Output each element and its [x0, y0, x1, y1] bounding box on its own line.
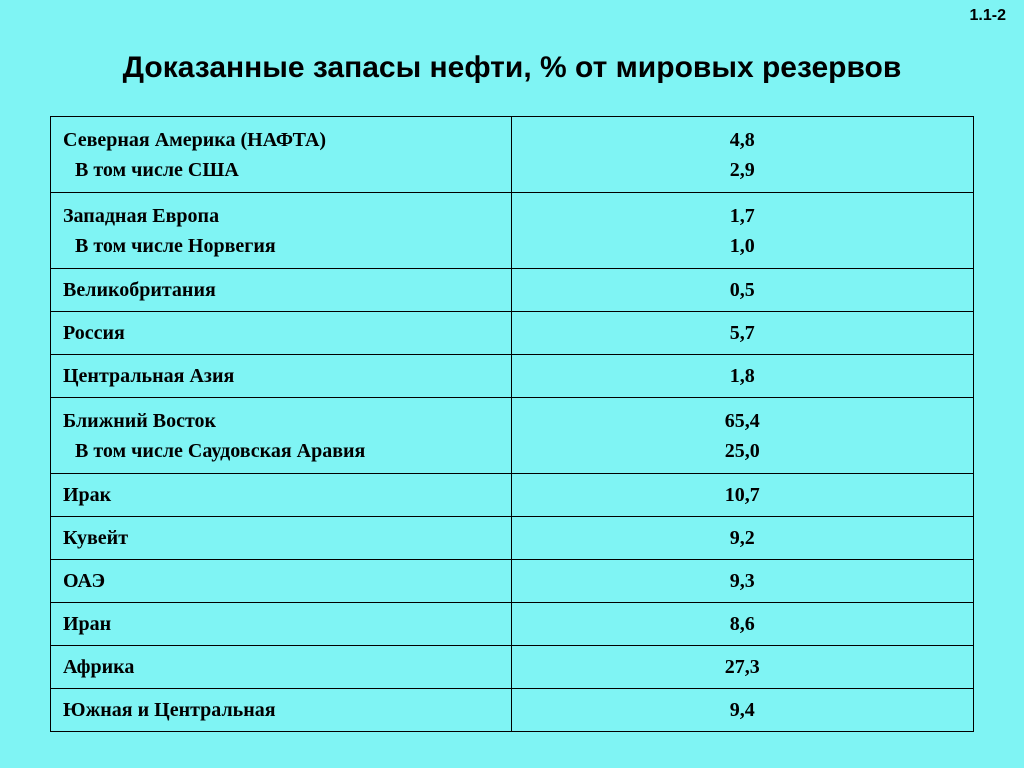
- value-cell: [511, 193, 973, 269]
- region-name: Великобритания: [63, 279, 216, 301]
- sub-reserve-percent: 25,0: [724, 439, 760, 462]
- slide-number: 1.1-2: [969, 7, 1006, 24]
- region-name: Кувейт: [63, 527, 129, 549]
- region-cell: [51, 474, 512, 517]
- reserve-percent: 1,7: [729, 204, 755, 227]
- reserve-percent: 9,3: [729, 570, 755, 592]
- region-name: Ирак: [63, 484, 112, 506]
- region-name: ОАЭ: [63, 570, 106, 592]
- region-name: Россия: [63, 322, 125, 344]
- reserve-percent: 9,2: [729, 527, 755, 549]
- value-cell: [511, 646, 973, 689]
- value-cell: [511, 355, 973, 398]
- region-name: Южная и Центральная: [63, 699, 276, 721]
- table-row: [51, 689, 974, 732]
- region-cell: [51, 646, 512, 689]
- region-name: Иран: [63, 613, 112, 635]
- value-cell: [511, 517, 973, 560]
- table-row: [51, 474, 974, 517]
- sub-reserve-percent: 2,9: [729, 158, 755, 181]
- value-cell: [511, 689, 973, 732]
- reserve-percent: 65,4: [724, 409, 760, 432]
- reserve-percent: 4,8: [729, 128, 755, 151]
- reserve-percent: 8,6: [729, 613, 755, 635]
- table-row: [51, 312, 974, 355]
- value-cell: [511, 474, 973, 517]
- region-cell: [51, 517, 512, 560]
- reserve-percent: 5,7: [729, 322, 755, 344]
- sub-region-name: В том числе США: [75, 158, 239, 181]
- region-cell: [51, 269, 512, 312]
- region-name: Центральная Азия: [63, 365, 235, 387]
- table-row: [51, 355, 974, 398]
- table-row: [51, 646, 974, 689]
- table-row: [51, 560, 974, 603]
- sub-region-name: В том числе Норвегия: [75, 234, 276, 257]
- value-cell: [511, 269, 973, 312]
- reserve-percent: 1,8: [729, 365, 755, 387]
- sub-region-name: В том числе Саудовская Аравия: [75, 439, 366, 462]
- slide-title: Доказанные запасы нефти, % от мировых резервов: [122, 51, 902, 84]
- reserve-percent: 9,4: [729, 699, 755, 721]
- table-row: [51, 193, 974, 269]
- region-cell: [51, 355, 512, 398]
- reserve-percent: 27,3: [724, 656, 760, 678]
- region-cell: [51, 603, 512, 646]
- region-cell: [51, 398, 512, 474]
- value-cell: [511, 560, 973, 603]
- value-cell: [511, 603, 973, 646]
- table-row: [51, 117, 974, 193]
- region-name: Северная Америка (НАФТА): [63, 128, 327, 151]
- region-cell: [51, 117, 512, 193]
- region-name: Африка: [63, 656, 135, 678]
- value-cell: [511, 312, 973, 355]
- region-name: Западная Европа: [63, 204, 220, 227]
- reserve-percent: 0,5: [729, 279, 755, 301]
- table-row: [51, 269, 974, 312]
- value-cell: [511, 117, 973, 193]
- region-cell: [51, 312, 512, 355]
- region-cell: [51, 560, 512, 603]
- oil-reserves-table: [50, 116, 974, 732]
- table-row: [51, 603, 974, 646]
- region-cell: [51, 689, 512, 732]
- table-row: [51, 398, 974, 474]
- region-name: Ближний Восток: [63, 409, 217, 432]
- sub-reserve-percent: 1,0: [729, 234, 755, 257]
- value-cell: [511, 398, 973, 474]
- table-row: [51, 517, 974, 560]
- region-cell: [51, 193, 512, 269]
- reserve-percent: 10,7: [724, 484, 760, 506]
- table-body: [51, 117, 974, 732]
